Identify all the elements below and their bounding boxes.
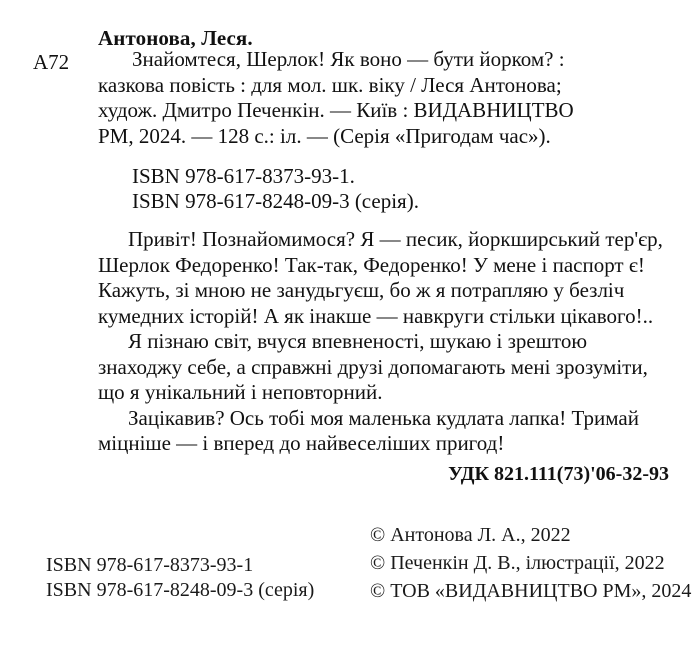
annotation-line: кумедних історій! А як інакше — навкруги стільки цікавого!.. [98,303,654,328]
bib-line: Знайомтеся, Шерлок! Як воно — бути йорком? : [132,47,565,71]
annotation-line: Я пізнаю світ, вчуся впевненості, шукаю і зрештою [128,329,588,353]
annotation [98,227,668,457]
bibliographic-description [98,47,668,149]
bib-line: худож. Дмитро Печенкін. — Київ : ВИДАВНИЦТВО [98,98,574,122]
copyright-line: © Печенкін Д. В., ілюстрації, 2022 [370,552,665,574]
isbn-bottom-block [46,553,314,603]
annotation-line: що я унікальний і неповторний. [98,380,383,404]
bib-line: казкова повість : для мол. шк. віку / Леся Антонова; [98,72,562,97]
copyright-line: © Антонова Л. А., 2022 [370,524,571,546]
annotation-line: міцніше — і вперед до найвеселіших пригод! [98,431,505,455]
copyright-line: © ТОВ «ВИДАВНИЦТВО РМ», 2024 [370,580,692,602]
copyright-block [370,521,691,605]
isbn-bottom-line: ISBN 978-617-8373-93-1 [46,554,254,576]
annotation-line: знаходжу себе, а справжні друзі допомагають мені зрозуміти, [98,354,648,379]
annotation-line: Зацікавив? Ось тобі моя маленька кудлата лапка! Тримай [128,405,639,430]
bib-line: РМ, 2024. — 128 с.: іл. — (Серія «Пригодам час»). [98,123,551,148]
isbn-main-line: ISBN 978-617-8248-09-3 (серія). [132,189,419,213]
isbn-main-block [132,164,419,214]
udk-code: УДК 821.111(73)'06-32-93 [448,463,669,485]
annotation-line: Кажуть, зі мною не занудьгуєш, бо ж я потрапляю у безліч [98,278,625,302]
author-heading: Антонова, Леся. [98,26,253,50]
isbn-bottom-line: ISBN 978-617-8248-09-3 (серія) [46,579,315,601]
catalog-code: А72 [33,50,70,74]
annotation-line: Привіт! Познайомимося? Я — песик, йоркширський тер'єр, [128,227,663,251]
annotation-line: Шерлок Федоренко! Так-так, Федоренко! У мене і паспорт є! [98,252,645,277]
isbn-main-line: ISBN 978-617-8373-93-1. [132,164,355,188]
